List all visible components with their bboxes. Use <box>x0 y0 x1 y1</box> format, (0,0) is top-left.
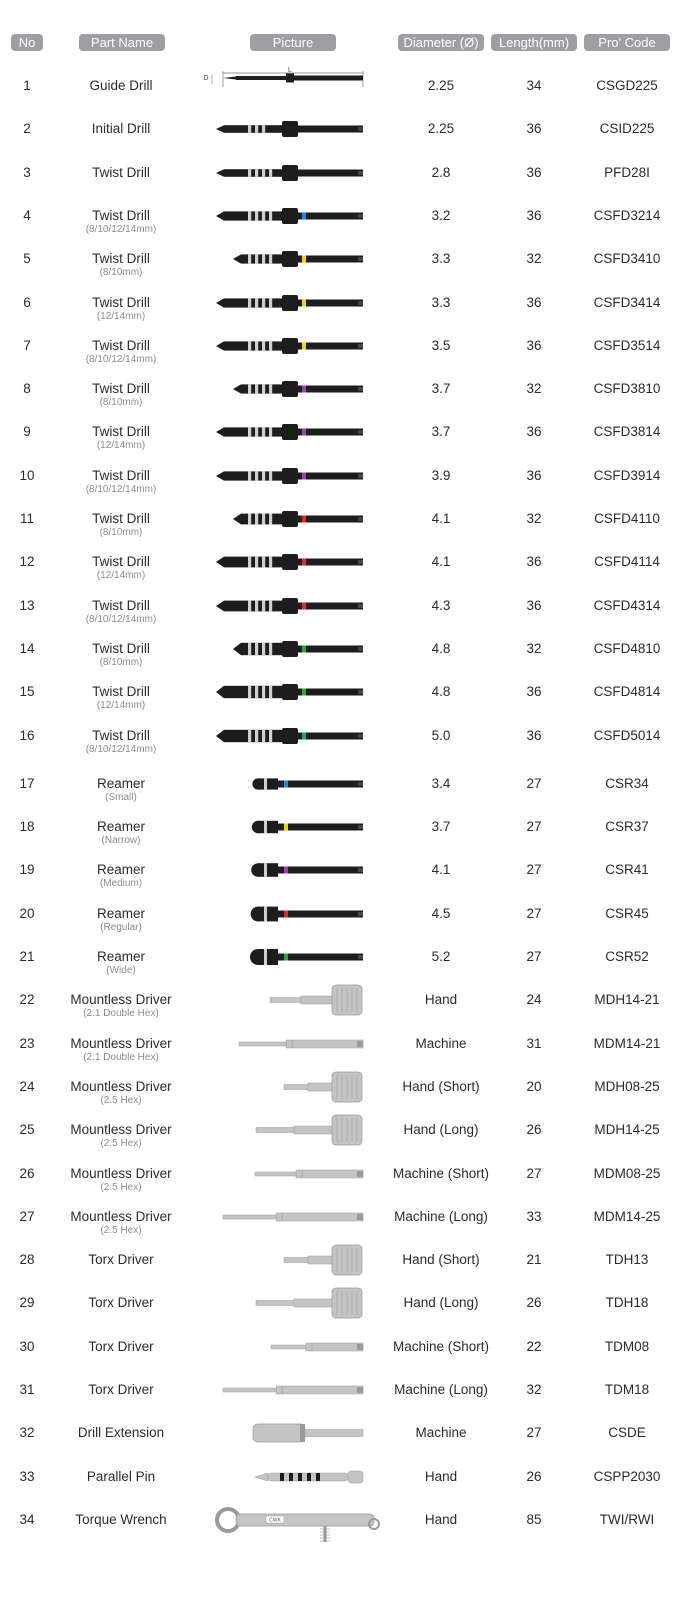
row-number: 23 <box>19 1035 35 1051</box>
part-name-detail: (8/10mm) <box>99 527 143 538</box>
torque-wrench-icon <box>200 1498 400 1542</box>
part-name-cell <box>50 468 192 496</box>
header-part-name: Part Name <box>79 34 165 51</box>
twist-drill-icon <box>200 237 400 281</box>
part-name-cell <box>50 598 192 626</box>
length-cell: 20 <box>526 1078 542 1094</box>
pro-code-cell: MDM08-25 <box>593 1165 661 1181</box>
reamer-icon <box>200 762 400 806</box>
length-cell: 32 <box>526 511 542 526</box>
row-number: 34 <box>19 1511 35 1527</box>
part-name: Twist Drill <box>92 294 150 310</box>
header-diameter: Diameter (Ø) <box>398 34 484 51</box>
pro-code-cell: CSFD3514 <box>593 337 661 353</box>
part-name: Torx Driver <box>88 1295 154 1311</box>
row-number: 5 <box>23 251 31 267</box>
torx-hand-driver-icon <box>200 1281 400 1325</box>
length-cell: 27 <box>526 819 542 835</box>
length-cell: 31 <box>526 1035 542 1051</box>
diameter-cell: 4.8 <box>431 684 451 700</box>
diameter-cell: 3.7 <box>431 424 451 440</box>
pro-code-cell: CSFD4110 <box>594 511 660 526</box>
hand-driver-icon <box>200 1065 400 1109</box>
diameter-cell: Hand (Short) <box>402 1252 480 1268</box>
part-name: Twist Drill <box>92 251 150 267</box>
twist-drill-icon <box>200 670 400 714</box>
part-name-cell <box>50 1079 192 1107</box>
twist-drill-icon <box>200 584 400 628</box>
row-number: 31 <box>19 1382 35 1397</box>
row-number: 6 <box>23 294 31 310</box>
part-name-detail: (Regular) <box>100 921 142 933</box>
row-number: 15 <box>19 684 35 700</box>
part-name: Twist Drill <box>92 554 150 570</box>
pro-code-cell: CSFD5014 <box>593 727 661 743</box>
pro-code-cell: CSFD3214 <box>593 207 661 223</box>
pro-code-cell: CSGD225 <box>596 78 658 93</box>
drill-extension-icon <box>200 1411 400 1455</box>
diameter-cell: 4.5 <box>431 905 451 921</box>
part-name: Guide Drill <box>89 78 153 93</box>
diameter-cell: Hand (Short) <box>402 1078 480 1094</box>
twist-drill-icon <box>200 540 400 584</box>
part-name-cell <box>50 121 192 137</box>
length-cell: 27 <box>526 1425 542 1441</box>
hand-driver-icon <box>200 1108 400 1152</box>
parallel-pin-icon <box>200 1455 400 1499</box>
pro-code-cell: CSFD3810 <box>593 381 661 397</box>
part-name: Twist Drill <box>92 381 150 397</box>
length-cell: 36 <box>526 597 542 613</box>
part-name-detail: (12/14mm) <box>96 440 146 452</box>
part-name: Twist Drill <box>92 164 150 180</box>
length-cell: 27 <box>526 775 542 791</box>
torx-hand-driver-icon <box>200 1238 400 1282</box>
row-number: 33 <box>19 1468 35 1484</box>
row-number: 11 <box>19 511 34 526</box>
length-cell: 26 <box>526 1468 542 1484</box>
part-name: Twist Drill <box>92 337 150 353</box>
diameter-cell: 3.7 <box>431 819 451 835</box>
diameter-cell: 2.25 <box>427 78 455 93</box>
part-name-detail: (8/10/12/14mm) <box>85 223 157 235</box>
part-name-detail: (8/10/12/14mm) <box>85 353 157 365</box>
reamer-icon <box>200 805 400 849</box>
row-number: 25 <box>19 1122 35 1138</box>
part-name-detail: (8/10/12/14mm) <box>85 743 157 755</box>
part-name-cell <box>50 992 192 1020</box>
part-name-detail: (2.5 Hex) <box>100 1181 142 1193</box>
part-name: Twist Drill <box>92 597 150 613</box>
part-name-detail: (Narrow) <box>101 835 141 847</box>
pro-code-cell: TDH13 <box>605 1252 649 1268</box>
pro-code-cell: CSR45 <box>605 905 649 921</box>
part-name-cell <box>50 165 192 181</box>
pro-code-cell: TDH18 <box>605 1295 649 1311</box>
part-name-cell <box>50 641 192 669</box>
row-number: 9 <box>23 424 31 440</box>
part-name-cell <box>50 1425 192 1441</box>
part-name-detail: (8/10mm) <box>99 267 143 279</box>
part-name: Mountless Driver <box>70 1165 172 1181</box>
part-name-cell <box>50 338 192 366</box>
pro-code-cell: TWI/RWI <box>599 1511 655 1527</box>
row-number: 24 <box>19 1078 35 1094</box>
part-name-cell <box>50 381 192 409</box>
diameter-cell: 3.9 <box>431 467 451 483</box>
twist-drill-icon <box>200 497 400 541</box>
part-name-detail: (Small) <box>105 791 137 803</box>
part-name: Torx Driver <box>88 1338 154 1354</box>
part-name-cell <box>50 424 192 452</box>
header-pro-code: Pro' Code <box>584 34 670 51</box>
row-number: 7 <box>23 337 31 353</box>
header-length: Length(mm) <box>491 34 577 51</box>
reamer-icon <box>200 848 400 892</box>
row-number: 3 <box>23 164 31 180</box>
part-name-detail: (8/10/12/14mm) <box>85 613 157 625</box>
guide-diameter-label: D <box>203 75 209 82</box>
row-number: 32 <box>19 1425 35 1441</box>
row-number: 18 <box>19 819 35 835</box>
length-cell: 26 <box>526 1295 542 1311</box>
pro-code-cell: CSDE <box>608 1425 646 1441</box>
part-name-cell <box>50 1166 192 1194</box>
part-name-detail: (2.1 Double Hex) <box>83 1008 159 1020</box>
row-number: 10 <box>19 467 35 483</box>
part-name-detail: (2.5 Hex) <box>100 1138 142 1150</box>
pro-code-cell: CSFD4314 <box>593 597 661 613</box>
part-name: Mountless Driver <box>70 1078 172 1094</box>
part-name-detail: (2.5 Hex) <box>100 1224 142 1236</box>
pro-code-cell: CSPP2030 <box>593 1468 661 1484</box>
length-cell: 26 <box>526 1122 542 1138</box>
part-name-cell <box>50 1512 192 1528</box>
diameter-cell: Hand (Long) <box>403 1122 479 1138</box>
length-cell: 22 <box>526 1338 542 1354</box>
length-cell: 36 <box>526 294 542 310</box>
diameter-cell: 5.0 <box>431 727 451 743</box>
diameter-cell: Hand <box>424 1468 458 1484</box>
part-name-detail: (Wide) <box>106 965 136 976</box>
part-name: Mountless Driver <box>70 992 172 1008</box>
twist-drill-icon <box>200 324 400 368</box>
twist-drill-icon <box>200 281 400 325</box>
twist-drill-icon <box>200 714 400 758</box>
part-name-cell <box>50 684 192 712</box>
pro-code-cell: MDM14-25 <box>593 1208 661 1224</box>
diameter-cell: Machine <box>415 1035 467 1051</box>
part-name-cell <box>50 554 192 582</box>
part-name: Torx Driver <box>88 1382 154 1397</box>
part-name-detail: (8/10/12/14mm) <box>85 483 157 495</box>
row-number: 26 <box>19 1165 35 1181</box>
twist-drill-icon <box>200 367 400 411</box>
part-name: Twist Drill <box>92 640 150 656</box>
row-number: 14 <box>19 640 35 656</box>
row-number: 2 <box>23 121 31 137</box>
row-number: 22 <box>19 992 35 1008</box>
part-name-cell <box>50 1252 192 1268</box>
diameter-cell: 5.2 <box>431 949 451 964</box>
part-name: Reamer <box>96 775 145 791</box>
torx-machine-driver-icon <box>200 1325 400 1369</box>
twist-drill-icon <box>200 627 400 671</box>
part-name: Mountless Driver <box>70 1035 172 1051</box>
length-cell: 36 <box>526 727 542 743</box>
pro-code-cell: CSR41 <box>605 862 649 878</box>
row-number: 4 <box>23 207 31 223</box>
pro-code-cell: MDH14-25 <box>594 1122 660 1138</box>
part-name: Reamer <box>96 819 145 835</box>
part-name-cell <box>50 208 192 236</box>
row-number: 27 <box>19 1208 35 1224</box>
pro-code-cell: CSR52 <box>605 949 649 964</box>
diameter-cell: 4.1 <box>431 554 451 570</box>
length-cell: 32 <box>526 640 542 656</box>
diameter-cell: Hand <box>424 1511 458 1527</box>
part-name-cell <box>50 251 192 279</box>
part-name-cell <box>50 511 192 539</box>
pro-code-cell: CSFD3814 <box>593 424 661 440</box>
part-name: Twist Drill <box>92 511 150 526</box>
part-name: Reamer <box>96 949 145 964</box>
diameter-cell: 2.25 <box>427 121 455 137</box>
pro-code-cell: MDH14-21 <box>594 992 660 1008</box>
part-name-cell <box>50 776 192 804</box>
part-name-cell <box>50 1122 192 1150</box>
diameter-cell: 3.2 <box>431 207 451 223</box>
part-name-cell <box>50 295 192 323</box>
row-number: 13 <box>19 597 35 613</box>
diameter-cell: Hand <box>424 992 458 1008</box>
diameter-cell: 3.3 <box>431 251 451 267</box>
length-cell: 36 <box>526 337 542 353</box>
length-cell: 32 <box>526 1382 542 1397</box>
pro-code-cell: CSID225 <box>599 121 655 137</box>
row-number: 20 <box>19 905 35 921</box>
length-cell: 27 <box>526 905 542 921</box>
twist-drill-icon <box>200 454 400 498</box>
length-cell: 27 <box>526 1165 542 1181</box>
pro-code-cell: TDM18 <box>604 1382 650 1397</box>
diameter-cell: Machine <box>415 1425 467 1441</box>
diameter-cell: 4.3 <box>431 597 451 613</box>
pro-code-cell: CSFD3410 <box>593 251 661 267</box>
torx-machine-driver-icon <box>200 1368 400 1412</box>
length-cell: 27 <box>526 949 542 964</box>
row-number: 19 <box>19 862 35 878</box>
row-number: 28 <box>19 1252 35 1268</box>
length-cell: 32 <box>526 251 542 267</box>
part-name-detail: (8/10mm) <box>99 397 143 409</box>
machine-driver-icon <box>200 1195 400 1239</box>
pro-code-cell: CSFD3914 <box>593 467 661 483</box>
part-name: Twist Drill <box>92 467 150 483</box>
part-name: Mountless Driver <box>70 1208 172 1224</box>
pro-code-cell: MDH08-25 <box>594 1078 660 1094</box>
diameter-cell: 3.7 <box>431 381 451 397</box>
part-name: Twist Drill <box>92 207 150 223</box>
row-number: 1 <box>23 78 31 93</box>
row-number: 16 <box>19 727 35 743</box>
length-cell: 33 <box>526 1208 542 1224</box>
diameter-cell: 3.5 <box>431 337 451 353</box>
pro-code-cell: TDM08 <box>604 1338 650 1354</box>
pro-code-cell: CSR34 <box>605 775 649 791</box>
part-name-cell <box>50 1469 192 1485</box>
part-name: Twist Drill <box>92 727 150 743</box>
diameter-cell: Machine (Long) <box>394 1382 488 1397</box>
row-number: 30 <box>19 1338 35 1354</box>
row-number: 8 <box>23 381 31 397</box>
part-name: Drill Extension <box>77 1425 165 1441</box>
part-name: Reamer <box>96 862 145 878</box>
pro-code-cell: MDM14-21 <box>593 1035 661 1051</box>
header-picture: Picture <box>250 34 336 51</box>
row-number: 12 <box>19 554 35 570</box>
part-name-detail: (2.1 Double Hex) <box>83 1051 159 1063</box>
diameter-cell: 2.8 <box>431 164 451 180</box>
guide-length-label: L <box>288 67 292 74</box>
length-cell: 24 <box>526 992 542 1008</box>
part-name-cell <box>50 1382 192 1398</box>
diameter-cell: 3.4 <box>431 775 451 791</box>
part-name: Initial Drill <box>91 121 151 137</box>
length-cell: 32 <box>526 381 542 397</box>
hand-driver-icon <box>200 978 400 1022</box>
part-name-cell <box>50 1209 192 1237</box>
diameter-cell: 4.1 <box>431 511 451 526</box>
length-cell: 36 <box>526 164 542 180</box>
part-name-cell <box>50 949 192 977</box>
row-number: 17 <box>19 775 35 791</box>
reamer-icon <box>200 892 400 936</box>
part-name-detail: (8/10mm) <box>99 656 143 668</box>
part-name: Mountless Driver <box>70 1122 172 1138</box>
part-name-cell <box>50 1339 192 1355</box>
part-name: Parallel Pin <box>86 1468 156 1484</box>
length-cell: 85 <box>526 1511 542 1527</box>
length-cell: 36 <box>526 121 542 137</box>
pro-code-cell: PFD28I <box>604 164 650 180</box>
header-no: No <box>11 34 43 51</box>
row-number: 29 <box>19 1295 35 1311</box>
pro-code-cell: CSR37 <box>605 819 649 835</box>
diameter-cell: 3.3 <box>431 294 451 310</box>
pro-code-cell: CSFD4814 <box>593 684 661 700</box>
length-cell: 21 <box>526 1252 542 1268</box>
part-name: Twist Drill <box>92 684 150 700</box>
part-name: Twist Drill <box>92 424 150 440</box>
machine-driver-icon <box>200 1022 400 1066</box>
part-name-cell <box>50 819 192 847</box>
diameter-cell: Hand (Long) <box>403 1295 479 1311</box>
part-name-detail: (Medium) <box>99 878 143 890</box>
part-name-detail: (12/14mm) <box>96 310 146 322</box>
diameter-cell: 4.8 <box>431 640 451 656</box>
diameter-cell: Machine (Short) <box>392 1338 490 1354</box>
part-name: Reamer <box>96 905 145 921</box>
part-name-cell <box>50 906 192 934</box>
part-name-cell <box>50 862 192 890</box>
part-name: Torx Driver <box>88 1252 154 1268</box>
part-name-detail: (12/14mm) <box>96 570 146 582</box>
pro-code-cell: CSFD3414 <box>593 294 661 310</box>
length-cell: 27 <box>526 862 542 878</box>
length-cell: 36 <box>526 467 542 483</box>
diameter-cell: Machine (Long) <box>394 1208 488 1224</box>
pro-code-cell: CSFD4114 <box>594 554 660 570</box>
diameter-cell: 4.1 <box>431 862 451 878</box>
wrench-badge: CWK <box>269 1517 281 1524</box>
part-name: Torque Wrench <box>75 1511 167 1527</box>
part-name-cell <box>50 78 192 94</box>
part-name-cell <box>50 1036 192 1064</box>
length-cell: 36 <box>526 684 542 700</box>
initial-drill-icon <box>200 107 400 151</box>
part-name-cell <box>50 728 192 756</box>
length-cell: 36 <box>526 207 542 223</box>
length-cell: 34 <box>526 78 542 93</box>
twist-drill-icon <box>200 410 400 454</box>
length-cell: 36 <box>526 554 542 570</box>
pro-code-cell: CSFD4810 <box>593 640 661 656</box>
part-name-detail: (12/14mm) <box>96 700 146 712</box>
row-number: 21 <box>19 949 35 964</box>
twist-drill-icon <box>200 151 400 195</box>
diameter-cell: Machine (Short) <box>392 1165 490 1181</box>
part-name-cell <box>50 1295 192 1311</box>
machine-driver-icon <box>200 1152 400 1196</box>
twist-drill-icon <box>200 194 400 238</box>
length-cell: 36 <box>526 424 542 440</box>
reamer-icon <box>200 935 400 979</box>
part-name-detail: (2.5 Hex) <box>100 1094 142 1106</box>
